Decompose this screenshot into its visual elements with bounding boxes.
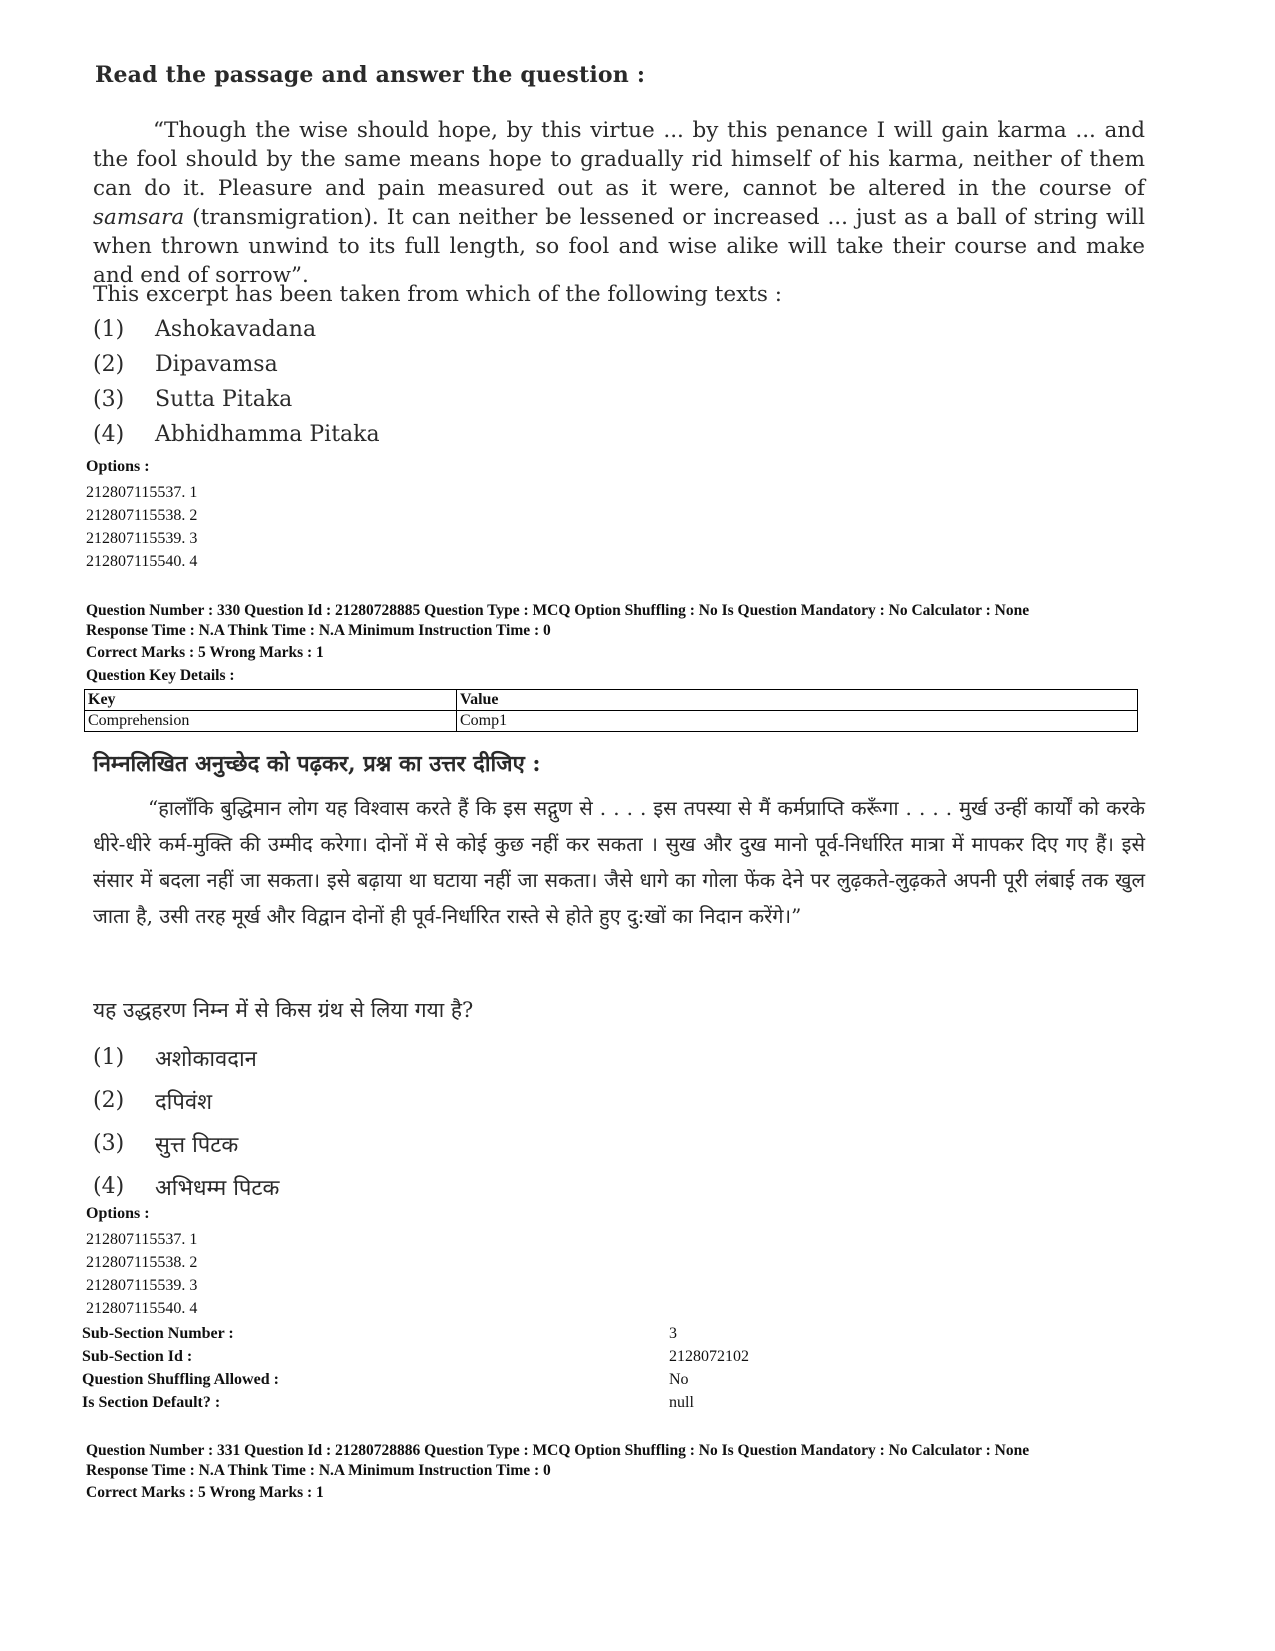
english-passage-text-1: “Though the wise should hope, by this virtue ... by this penance I will gain karma ... and the fool should by the same means hope to gradually rid himself of his karma, neither of them can do it. Pleasure and pain measured out as it were, cannot be altered in the course of	[93, 118, 1145, 201]
english-instruction-heading: Read the passage and answer the question :	[95, 62, 646, 88]
option-item: 212807115539. 3	[86, 530, 198, 547]
question-meta-line: Response Time : N.A Think Time : N.A Minimum Instruction Time : 0	[86, 1462, 551, 1479]
sub-section-key: Sub-Section Number :	[82, 1324, 234, 1342]
choice-number: (2)	[93, 352, 125, 377]
options-label: Options :	[86, 1205, 150, 1222]
choice-number: (3)	[93, 1131, 125, 1156]
choice-text: Abhidhamma Pitaka	[155, 422, 380, 447]
sub-section-value: null	[669, 1393, 694, 1411]
english-question-text: This excerpt has been taken from which of the following texts :	[93, 282, 782, 307]
option-item: 212807115537. 1	[86, 484, 198, 501]
options-list	[86, 481, 197, 573]
question-key-details-table	[84, 689, 1138, 732]
sub-section-value: 3	[669, 1324, 677, 1342]
hindi-passage: “हालाँकि बुद्धिमान लोग यह विश्वास करते हैं कि इस सद्गुण से . . . . इस तपस्या से मैं कर्मप्राप्ति करूँगा . . . . मुर्ख उन्हीं कार्यों को करके धीरे-धीरे कर्म-मुक्ति की उम्मीद करेगा। दोनों में से कोई कुछ नहीं कर सकता । सुख और दुख मानो पूर्व-निर्धारित मात्रा में मापकर दिए गए हैं। इसे संसार में बदला नहीं जा सकता। इसे बढ़ाया था घटाया नहीं जा सकता। जैसे धागे का गोला फेंक देने पर लुढ़कते-लुढ़कते अपनी पूरी लंबाई तक खुल जाता है, उसी तरह मूर्ख और विद्वान दोनों ही पूर्व-निर्धारित रास्ते से होते हुए दु:खों का निदान करेंगे।”	[93, 796, 1145, 928]
choice-number: (4)	[93, 422, 125, 447]
english-choice	[93, 417, 380, 452]
choice-text: Dipavamsa	[155, 352, 278, 377]
english-passage-term: samsara	[93, 205, 185, 230]
sub-section-key: Sub-Section Id :	[82, 1347, 193, 1365]
hindi-instruction-heading: निम्नलिखित अनुच्छेद को पढ़कर, प्रश्न का उत्तर दीजिए :	[93, 751, 541, 777]
table-cell: Comp1	[457, 711, 1138, 732]
sub-section-row	[82, 1345, 982, 1368]
english-choice-list	[93, 312, 380, 452]
question-meta	[86, 601, 1029, 641]
option-item: 212807115537. 1	[86, 1231, 198, 1248]
hindi-choice	[93, 1036, 279, 1079]
hindi-question-text: यह उद्धहरण निम्न में से किस ग्रंथ से लिया गया है?	[93, 998, 474, 1022]
choice-text: दपिवंश	[155, 1089, 213, 1115]
option-item: 212807115539. 3	[86, 1277, 198, 1294]
choice-text: अभिधम्म पिटक	[155, 1175, 280, 1201]
options-label: Options :	[86, 458, 150, 475]
question-meta-line: Response Time : N.A Think Time : N.A Minimum Instruction Time : 0	[86, 622, 551, 639]
choice-number: (3)	[93, 387, 125, 412]
choice-text: Ashokavadana	[155, 317, 317, 342]
hindi-choice	[93, 1165, 279, 1208]
choice-number: (1)	[93, 1045, 125, 1070]
sub-section-row	[82, 1322, 982, 1345]
choice-number: (4)	[93, 1174, 125, 1199]
options-list	[86, 1228, 197, 1320]
choice-text: Sutta Pitaka	[155, 387, 293, 412]
sub-section-value: No	[669, 1370, 689, 1388]
option-item: 212807115538. 2	[86, 507, 198, 524]
sub-section-key: Is Section Default? :	[82, 1393, 221, 1411]
table-header-cell: Key	[85, 690, 457, 711]
question-key-details-label: Question Key Details :	[86, 667, 235, 684]
choice-number: (2)	[93, 1088, 125, 1113]
hindi-choice	[93, 1079, 279, 1122]
table-cell: Comprehension	[85, 711, 457, 732]
choice-number: (1)	[93, 317, 125, 342]
question-meta-line: Question Number : 330 Question Id : 21280728885 Question Type : MCQ Option Shuffling : No Is Question Mandatory : No Calculator : None	[86, 602, 1030, 619]
english-passage-text-2: (transmigration). It can neither be lessened or increased ... just as a ball of string will when thrown unwind to its full length, so fool and wise alike will take their course and make and end of sorrow”.	[93, 205, 1145, 288]
sub-section-row	[82, 1391, 982, 1414]
option-item: 212807115540. 4	[86, 553, 198, 570]
table-row	[85, 711, 1138, 732]
question-meta-line: Question Number : 331 Question Id : 21280728886 Question Type : MCQ Option Shuffling : No Is Question Mandatory : No Calculator : None	[86, 1442, 1030, 1459]
sub-section-value: 2128072102	[669, 1347, 749, 1365]
english-choice	[93, 382, 380, 417]
english-choice	[93, 312, 380, 347]
question-meta	[86, 1441, 1029, 1481]
choice-text: अशोकावदान	[155, 1046, 257, 1072]
sub-section-key: Question Shuffling Allowed :	[82, 1370, 279, 1388]
choice-text: सुत्त पिटक	[155, 1132, 239, 1158]
option-item: 212807115538. 2	[86, 1254, 198, 1271]
option-item: 212807115540. 4	[86, 1300, 198, 1317]
sub-section-details	[82, 1322, 982, 1414]
question-marks: Correct Marks : 5 Wrong Marks : 1	[86, 644, 324, 661]
hindi-choice-list	[93, 1036, 279, 1208]
question-marks: Correct Marks : 5 Wrong Marks : 1	[86, 1484, 324, 1501]
hindi-choice	[93, 1122, 279, 1165]
table-header-cell: Value	[457, 690, 1138, 711]
english-passage	[93, 116, 1145, 290]
sub-section-row	[82, 1368, 982, 1391]
english-choice	[93, 347, 380, 382]
table-header-row	[85, 690, 1138, 711]
